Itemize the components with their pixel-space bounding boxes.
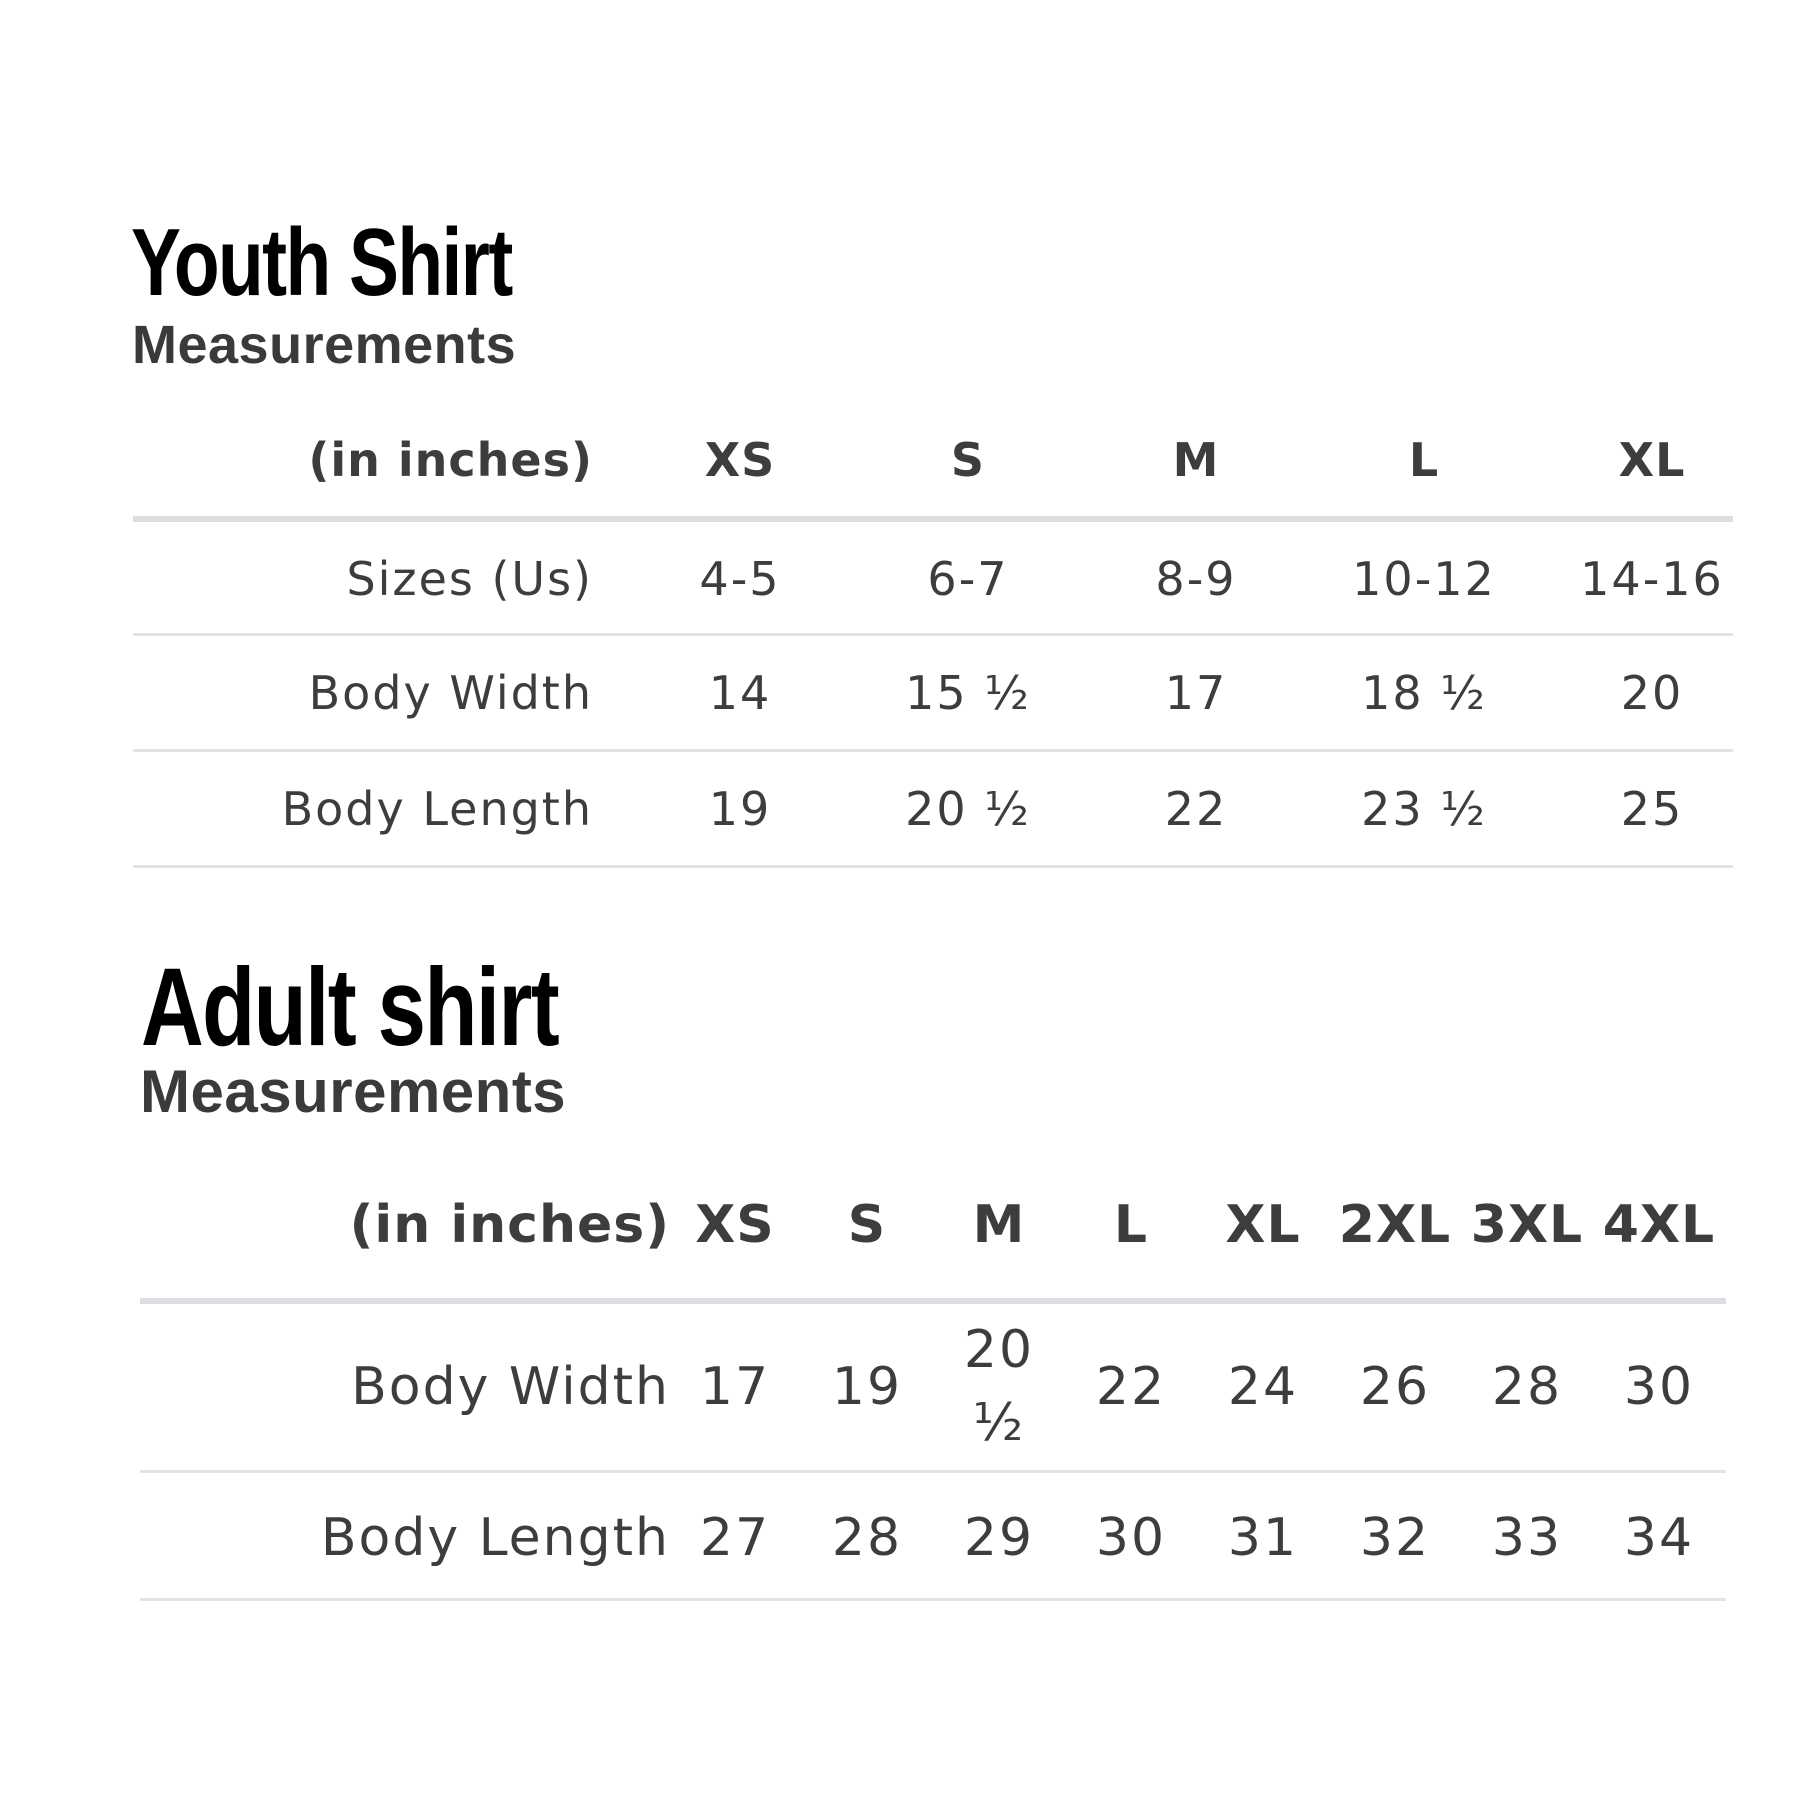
adult-size-header-4xl: 4XL bbox=[1602, 1195, 1716, 1255]
youth-cell: 25 bbox=[1620, 781, 1684, 836]
youth-size-header-s: S bbox=[950, 433, 986, 487]
youth-cell: 18 ½ bbox=[1361, 665, 1487, 720]
adult-cell: 33 bbox=[1491, 1508, 1563, 1568]
youth-cell: 14 bbox=[708, 665, 772, 720]
youth-header-divider bbox=[133, 516, 1733, 522]
adult-size-header-3xl: 3XL bbox=[1470, 1195, 1584, 1255]
adult-title: Adult shirt bbox=[141, 946, 559, 1069]
youth-row-label: Body Length bbox=[281, 781, 593, 836]
youth-cell: 19 bbox=[708, 781, 772, 836]
adult-size-header-2xl: 2XL bbox=[1338, 1195, 1452, 1255]
youth-size-header-xl: XL bbox=[1618, 433, 1686, 487]
adult-subtitle: Measurements bbox=[140, 1058, 567, 1125]
youth-cell: 6-7 bbox=[927, 552, 1009, 606]
youth-row-label: Body Width bbox=[308, 665, 593, 720]
adult-size-header-s: S bbox=[847, 1195, 887, 1255]
youth-subtitle: Measurements bbox=[132, 315, 517, 375]
adult-cell: 28 bbox=[1491, 1357, 1563, 1417]
youth-cell: 8-9 bbox=[1155, 552, 1237, 606]
youth-row-label: Sizes (Us) bbox=[346, 552, 593, 606]
youth-cell: 20 bbox=[1620, 665, 1684, 720]
youth-row-sizes bbox=[133, 524, 1733, 634]
adult-size-header-xl: XL bbox=[1225, 1195, 1301, 1255]
youth-row-body-length bbox=[133, 752, 1733, 865]
youth-size-header-xs: XS bbox=[704, 433, 776, 487]
youth-title: Youth Shirt bbox=[131, 209, 512, 316]
youth-cell: 20 ½ bbox=[905, 781, 1031, 836]
adult-cell: 31 bbox=[1227, 1508, 1299, 1568]
youth-size-table bbox=[133, 420, 1733, 870]
adult-size-header-m: M bbox=[972, 1195, 1026, 1255]
youth-cell: 4-5 bbox=[699, 552, 781, 606]
adult-cell: 19 bbox=[831, 1357, 903, 1417]
adult-cell: 28 bbox=[831, 1508, 903, 1568]
youth-unit-label: (in inches) bbox=[308, 433, 593, 487]
adult-cell: 26 bbox=[1359, 1357, 1431, 1417]
adult-cell: 24 bbox=[1227, 1357, 1299, 1417]
youth-row-body-width bbox=[133, 636, 1733, 749]
adult-row-divider bbox=[140, 1598, 1726, 1601]
youth-cell: 14-16 bbox=[1580, 552, 1724, 606]
adult-row-body-length bbox=[140, 1473, 1726, 1603]
adult-cell: 30 bbox=[1095, 1508, 1167, 1568]
youth-cell: 15 ½ bbox=[905, 665, 1031, 720]
youth-header-row bbox=[133, 420, 1733, 500]
adult-cell: 20 ½ bbox=[963, 1320, 1035, 1453]
adult-header-row bbox=[140, 1180, 1726, 1270]
youth-cell: 23 ½ bbox=[1361, 781, 1487, 836]
adult-cell: 17 bbox=[699, 1357, 771, 1417]
adult-cell: 27 bbox=[699, 1508, 771, 1568]
adult-row-label: Body Width bbox=[351, 1357, 670, 1417]
adult-cell: 29 bbox=[963, 1508, 1035, 1568]
youth-size-header-l: L bbox=[1408, 433, 1440, 487]
adult-row-body-width bbox=[140, 1304, 1726, 1470]
youth-cell: 17 bbox=[1164, 665, 1228, 720]
adult-size-table bbox=[140, 1180, 1726, 1600]
adult-cell: 34 bbox=[1623, 1508, 1695, 1568]
adult-cell: 32 bbox=[1359, 1508, 1431, 1568]
youth-row-divider bbox=[133, 865, 1733, 868]
adult-cell: 22 bbox=[1095, 1357, 1167, 1417]
adult-unit-label: (in inches) bbox=[349, 1195, 670, 1255]
youth-size-header-m: M bbox=[1172, 433, 1220, 487]
adult-size-header-l: L bbox=[1113, 1195, 1149, 1255]
adult-row-label: Body Length bbox=[320, 1508, 670, 1568]
youth-cell: 10-12 bbox=[1352, 552, 1496, 606]
adult-cell: 30 bbox=[1623, 1357, 1695, 1417]
adult-size-header-xs: XS bbox=[695, 1195, 775, 1255]
youth-cell: 22 bbox=[1164, 781, 1228, 836]
